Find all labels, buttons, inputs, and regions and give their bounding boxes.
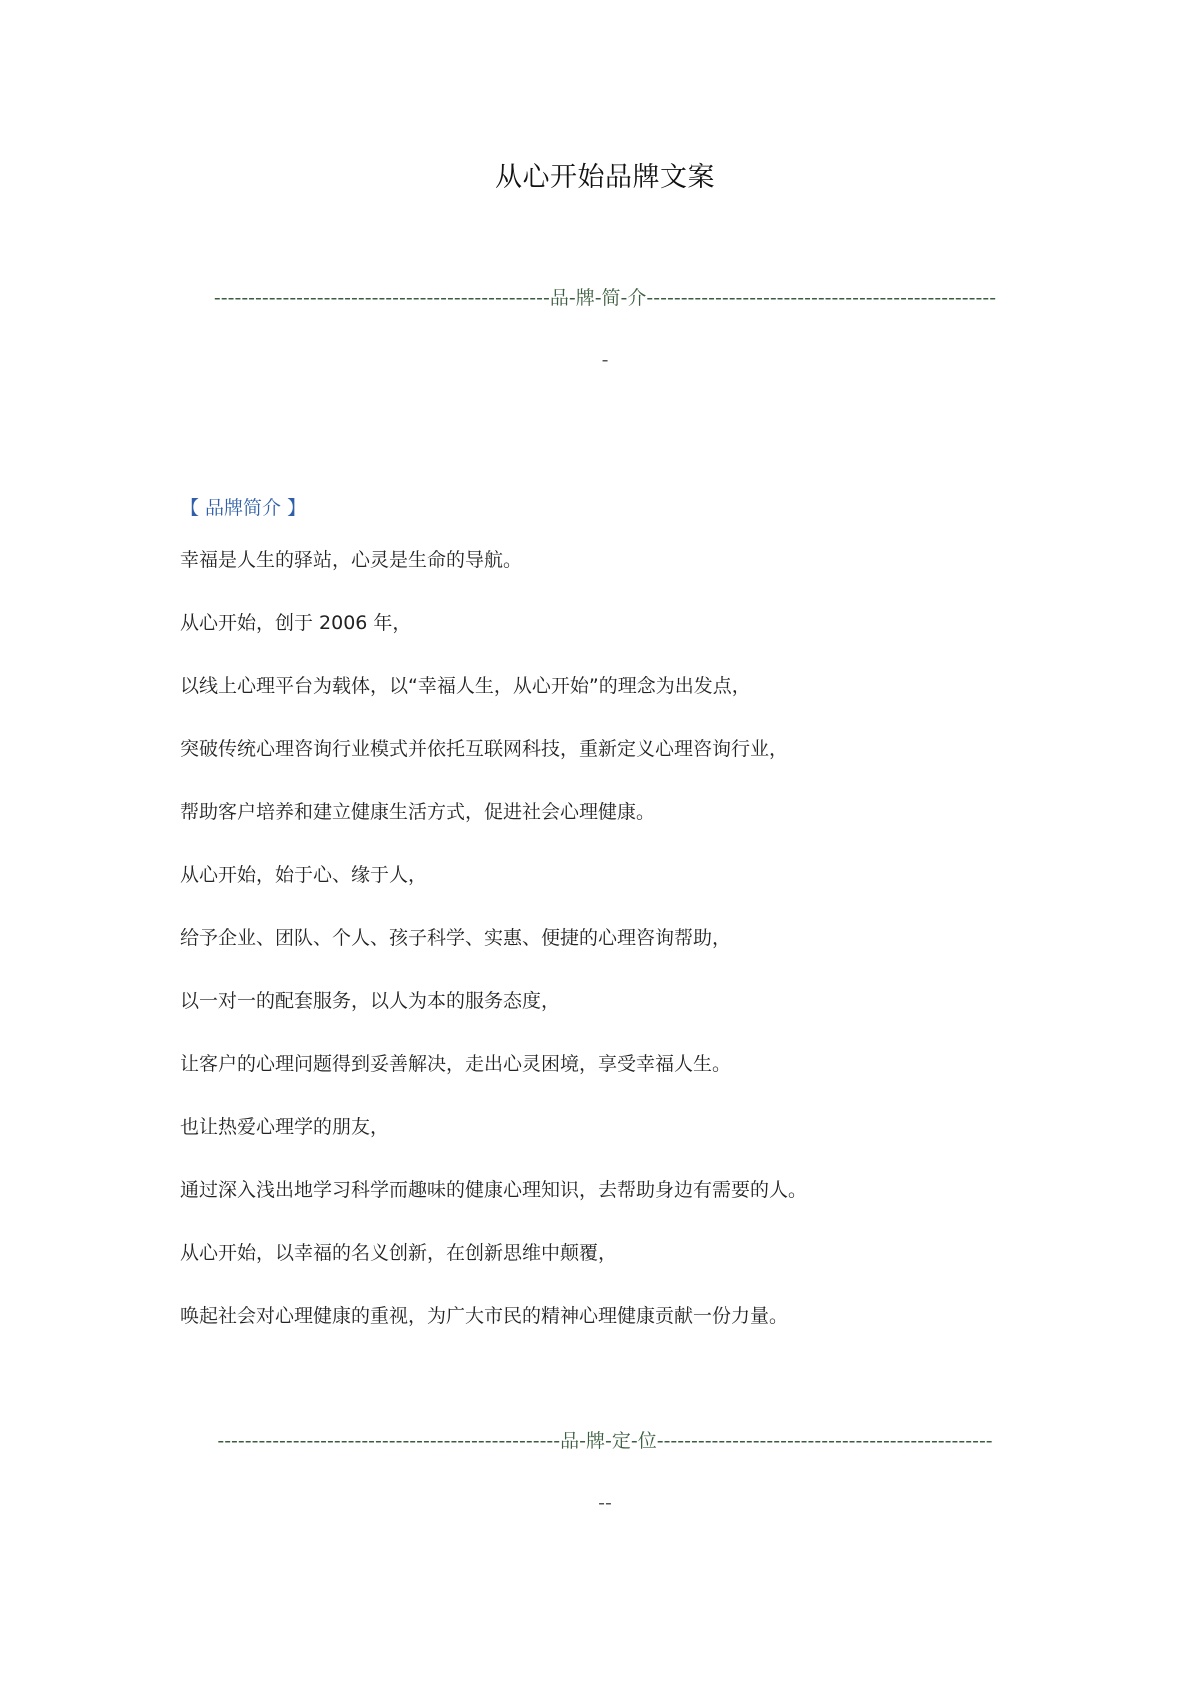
paragraph: 从心开始，始于心、缘于人， — [180, 864, 428, 886]
document-title: 从心开始品牌文案 — [495, 162, 715, 193]
paragraph: 也让热爱心理学的朋友， — [180, 1116, 390, 1138]
paragraph: 给予企业、团队、个人、孩子科学、实惠、便捷的心理咨询帮助， — [180, 927, 732, 949]
section-heading-brand-intro: 【 品牌简介 】 — [180, 497, 307, 519]
paragraph: 从心开始，创于 2006 年， — [180, 612, 412, 634]
section-divider-tail: -- — [598, 1492, 612, 1514]
paragraph: 以一对一的配套服务，以人为本的服务态度， — [180, 990, 561, 1012]
paragraph: 通过深入浅出地学习科学而趣味的健康心理知识，去帮助身边有需要的人。 — [180, 1179, 808, 1201]
paragraph: 以线上心理平台为载体，以“幸福人生，从心开始”的理念为出发点， — [180, 675, 751, 697]
paragraph: 从心开始，以幸福的名义创新，在创新思维中颠覆， — [180, 1242, 618, 1264]
paragraph: 幸福是人生的驿站，心灵是生命的导航。 — [180, 549, 523, 571]
paragraph: 让客户的心理问题得到妥善解决，走出心灵困境，享受幸福人生。 — [180, 1053, 732, 1075]
brand-intro-body — [180, 544, 1030, 1363]
paragraph: 唤起社会对心理健康的重视，为广大市民的精神心理健康贡献一份力量。 — [180, 1305, 789, 1327]
section-divider-tail: - — [601, 349, 609, 371]
paragraph: 帮助客户培养和建立健康生活方式，促进社会心理健康。 — [180, 801, 656, 823]
paragraph: 突破传统心理咨询行业模式并依托互联网科技，重新定义心理咨询行业， — [180, 738, 789, 760]
section-divider-brand-positioning: --------------------------------------------------品-牌-定-位------------------------------------------------- — [217, 1430, 993, 1452]
section-divider-brand-intro: -------------------------------------------------品-牌-简-介--------------------------------------------------- — [213, 287, 997, 309]
